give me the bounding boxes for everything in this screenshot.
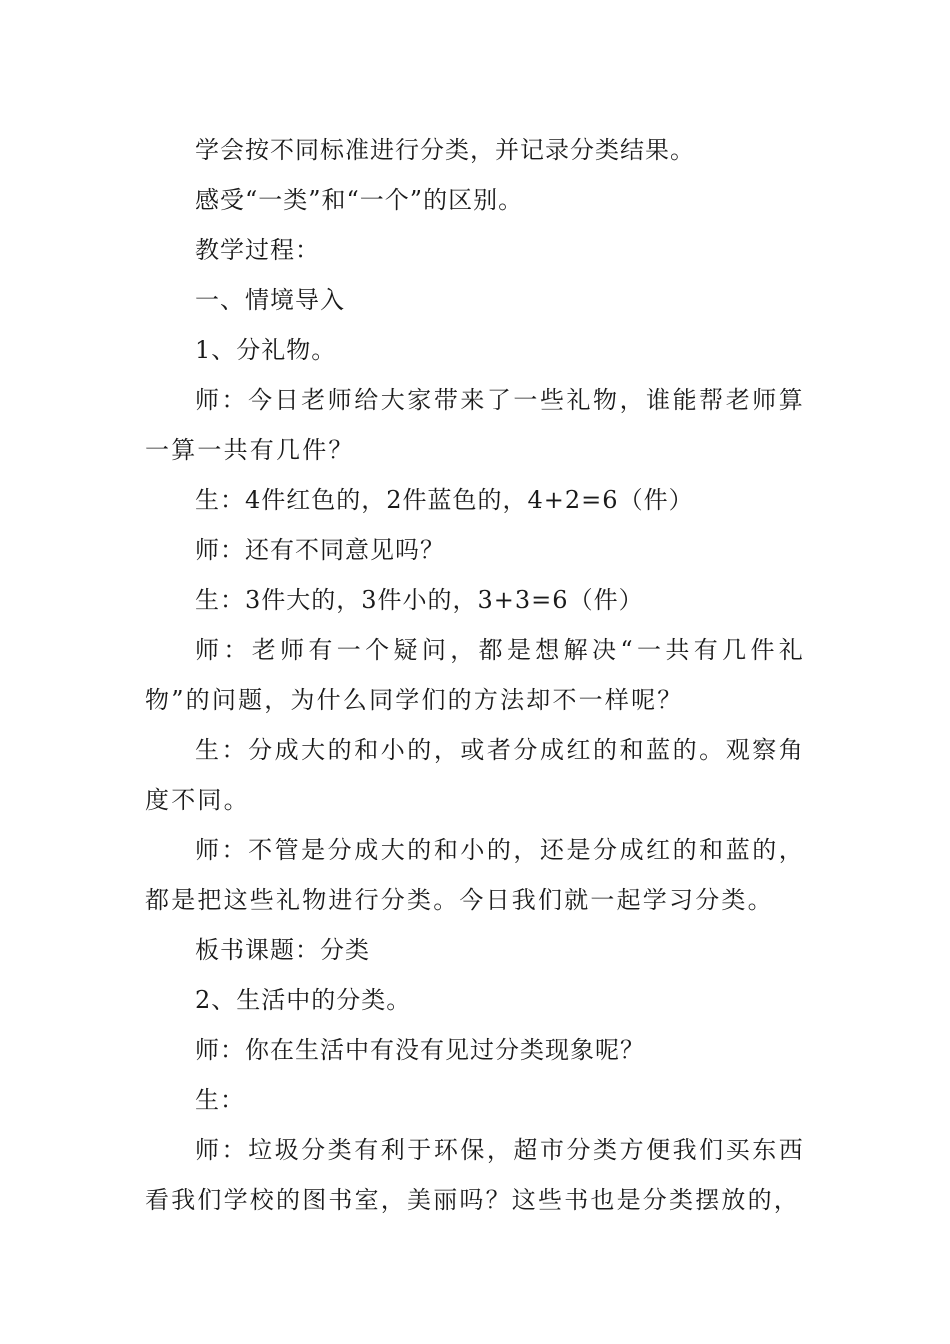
paragraph-teacher-classify: 师：不管是分成大的和小的，还是分成红的和蓝的，都是把这些礼物进行分类。今日我们就一起学习分类。 — [145, 836, 805, 914]
paragraph-teacher-gifts: 师：今日老师给大家带来了一些礼物，谁能帮老师算一算一共有几件？ — [145, 386, 805, 464]
paragraph-process-heading: 教学过程： — [195, 236, 320, 264]
paragraph-objective-difference: 感受“一类”和“一个”的区别。 — [195, 186, 524, 214]
paragraph-objective-classify: 学会按不同标准进行分类，并记录分类结果。 — [195, 136, 695, 164]
paragraph-student-angle: 生：分成大的和小的，或者分成红的和蓝的。观察角度不同。 — [145, 736, 805, 814]
paragraph-board-title: 板书课题：分类 — [195, 936, 370, 964]
paragraph-step-gifts: 1、分礼物。 — [195, 336, 337, 364]
paragraph-section-intro: 一、情境导入 — [195, 286, 345, 314]
paragraph-teacher-question: 师：老师有一个疑问，都是想解决“一共有几件礼物”的问题，为什么同学们的方法却不一样呢？ — [145, 636, 805, 714]
paragraph-step-life: 2、生活中的分类。 — [195, 986, 412, 1014]
paragraph-student-colors: 生：4件红色的，2件蓝色的，4+2=6（件） — [195, 486, 694, 514]
paragraph-teacher-examples: 师：垃圾分类有利于环保，超市分类方便我们买东西看我们学校的图书室，美丽吗？这些书也是分类摆放的， — [145, 1136, 805, 1214]
paragraph-teacher-other: 师：还有不同意见吗？ — [195, 536, 445, 564]
paragraph-teacher-life: 师：你在生活中有没有见过分类现象呢？ — [195, 1036, 645, 1064]
paragraph-student-blank: 生： — [195, 1086, 245, 1114]
paragraph-student-sizes: 生：3件大的，3件小的，3+3=6（件） — [195, 586, 644, 614]
